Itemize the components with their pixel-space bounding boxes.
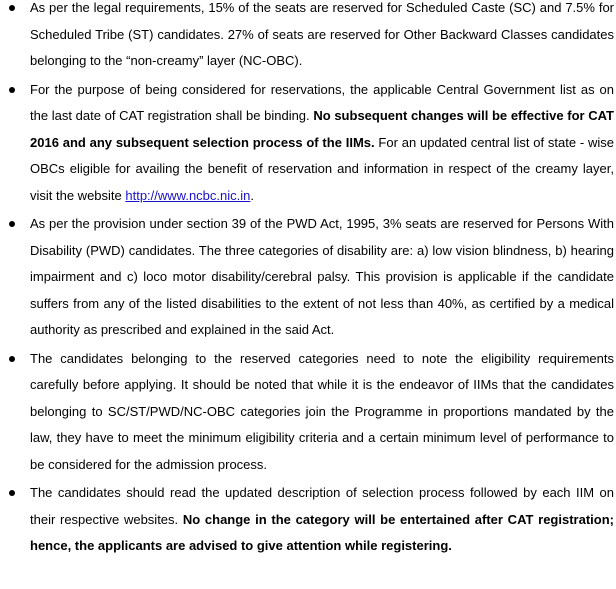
list-item-central-government-list — [0, 77, 616, 210]
list-item-text: As per the legal requirements, 15% of the seats are reserved for Scheduled Caste (SC) and 7.5% for Scheduled Tribe (ST) candidates. 27% of seats are reserved for Other Backward Classes candidates belonging to the “non-creamy” layer (NC-OBC). — [30, 0, 614, 68]
bullet-icon — [9, 490, 15, 496]
list-item-pwd-provision — [0, 211, 616, 344]
ncbc-website-link[interactable]: http://www.ncbc.nic.in — [125, 187, 251, 203]
list-item-bold-text: No subsequent changes will be effective for CAT 2016 and any subsequent selection process of the IIMs. — [30, 108, 614, 150]
list-item-bold-text: No change in the category will be entertained after CAT registration; hence, the applicants are advised to give attention while registering. — [30, 511, 614, 553]
list-item-text: The candidates belonging to the reserved categories need to note the eligibility requirements carefully before applying. It should be noted that while it is the endeavor of IIMs that the candidates belonging to SC/ST/PWD/NC-OBC categories join the Programme in proportions mandated by the law, they have to meet the minimum eligibility criteria and a certain minimum level of performance to be considered for the admission process. — [30, 350, 614, 472]
list-item-text-end: . — [250, 187, 254, 203]
bullet-icon — [9, 5, 15, 11]
list-item-text: As per the provision under section 39 of the PWD Act, 1995, 3% seats are reserved for Persons With Disability (PWD) candidates. The three categories of disability are: a) low vision blindness, b) hearing impairment and c) loco motor disability/cerebral palsy. This provision is applicable if the candidate suffers from any of the listed disabilities to the extent of not less than 40%, as certified by a medical authority as prescribed and explained in the said Act. — [30, 216, 614, 337]
list-item-text: For the purpose of being considered for reservations, the applicable Central Government list as on the last date of CAT registration shall be binding. — [30, 81, 614, 123]
bullet-icon — [9, 356, 15, 362]
bullet-icon — [9, 221, 15, 227]
list-item-selection-process — [0, 480, 616, 560]
list-item-text-continued: For an updated central list of state - wise OBCs eligible for availing the benefit of reservation and information in respect of the creamy layer, visit the website — [30, 134, 614, 203]
list-item-eligibility-requirements — [0, 346, 616, 479]
list-item-text: The candidates should read the updated description of selection process followed by each IIM on their respective websites. — [30, 485, 614, 527]
bullet-icon — [9, 87, 15, 93]
list-item-reservation-percentages — [0, 0, 616, 75]
